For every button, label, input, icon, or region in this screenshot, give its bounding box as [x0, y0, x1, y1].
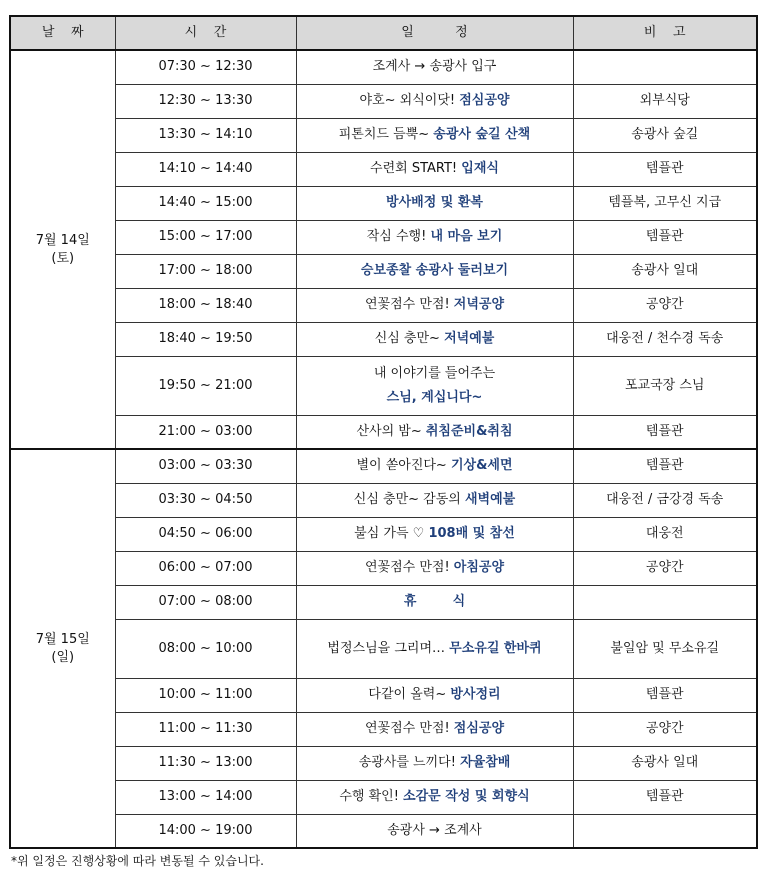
plan-text: 피톤치드 듬뿍~ [338, 127, 434, 142]
note-cell: 공양간 [573, 288, 757, 322]
plan-text: 송광사를 느끼다! [358, 755, 461, 770]
time-cell: 06:00 ~ 07:00 [115, 551, 296, 585]
date-label: 7월 15일 [35, 631, 90, 647]
plan-highlight: 점심공양 [459, 93, 510, 108]
time-cell: 13:00 ~ 14:00 [115, 780, 296, 814]
plan-highlight: 스님, 계십니다~ [386, 389, 483, 405]
table-row [10, 50, 757, 84]
plan-cell [296, 678, 573, 712]
plan-cell [296, 118, 573, 152]
time-cell: 03:30 ~ 04:50 [115, 483, 296, 517]
plan-text: 신심 충만~ 감동의 [353, 492, 465, 507]
plan-cell [296, 152, 573, 186]
plan-highlight: 내 마음 보기 [430, 229, 503, 244]
plan-highlight: 아침공양 [453, 560, 505, 575]
time-cell: 13:30 ~ 14:10 [115, 118, 296, 152]
note-cell [573, 585, 757, 619]
table-row [10, 254, 757, 288]
plan-cell [296, 220, 573, 254]
plan-cell [296, 186, 573, 220]
plan-text: 야호~ 외식이닷! [359, 93, 460, 108]
time-cell: 18:00 ~ 18:40 [115, 288, 296, 322]
note-cell: 템플관 [573, 780, 757, 814]
table-row [10, 483, 757, 517]
date-label: 7월 14일 [35, 232, 90, 248]
note-cell [573, 50, 757, 84]
note-cell: 템플관 [573, 220, 757, 254]
table-row [10, 814, 757, 848]
table-row [10, 780, 757, 814]
plan-cell [296, 746, 573, 780]
table-row [10, 712, 757, 746]
note-cell: 템플관 [573, 415, 757, 449]
plan-highlight: 송광사 숲길 산책 [433, 127, 531, 142]
table-row [10, 186, 757, 220]
plan-cell [296, 288, 573, 322]
plan-cell [296, 712, 573, 746]
plan-text: 별이 쏟아진다~ [356, 458, 451, 474]
plan-cell [296, 619, 573, 678]
plan-text: 연꽃점수 만점! [364, 721, 454, 736]
plan-cell [296, 84, 573, 118]
note-cell [573, 814, 757, 848]
footnote: *위 일정은 진행상황에 따라 변동될 수 있습니다. [11, 854, 264, 868]
time-cell: 08:00 ~ 10:00 [115, 619, 296, 678]
time-cell: 07:30 ~ 12:30 [115, 50, 296, 84]
plan-cell [296, 50, 573, 84]
plan-cell [296, 517, 573, 551]
plan-highlight: 휴 식 [403, 594, 466, 609]
table-row [10, 449, 757, 483]
time-cell: 03:00 ~ 03:30 [115, 449, 296, 483]
table-row [10, 356, 757, 415]
plan-text: 신심 충만~ [374, 331, 445, 346]
header-row [10, 16, 757, 50]
plan-cell [296, 254, 573, 288]
time-cell: 07:00 ~ 08:00 [115, 585, 296, 619]
plan-highlight: 108배 및 참선 [428, 526, 515, 541]
table-row [10, 551, 757, 585]
table-row [10, 152, 757, 186]
plan-highlight: 방사정리 [450, 687, 501, 702]
note-cell: 송광사 일대 [573, 746, 757, 780]
note-cell: 송광사 숲길 [573, 118, 757, 152]
time-cell: 12:30 ~ 13:30 [115, 84, 296, 118]
time-cell: 14:10 ~ 14:40 [115, 152, 296, 186]
plan-cell [296, 551, 573, 585]
header-note: 비 고 [573, 16, 757, 50]
plan-text: 조계사 → 송광사 입구 [372, 59, 497, 75]
table-row [10, 322, 757, 356]
note-cell: 대웅전 / 금강경 독송 [573, 483, 757, 517]
table-row [10, 585, 757, 619]
date-cell [10, 449, 115, 848]
weekday-label: (일) [51, 649, 75, 665]
plan-text: 불심 가득 ♡ [354, 526, 429, 541]
time-cell: 18:40 ~ 19:50 [115, 322, 296, 356]
plan-highlight: 기상&세면 [450, 458, 513, 474]
header-time: 시 간 [115, 16, 296, 50]
table-row [10, 118, 757, 152]
plan-text: 산사의 밤~ [356, 423, 426, 439]
plan-highlight: 저녁예불 [444, 331, 495, 346]
note-cell: 불일암 및 무소유길 [573, 619, 757, 678]
plan-cell [296, 585, 573, 619]
plan-highlight: 승보종찰 송광사 둘러보기 [360, 263, 509, 278]
table-row [10, 415, 757, 449]
time-cell: 14:00 ~ 19:00 [115, 814, 296, 848]
table-row [10, 288, 757, 322]
plan-highlight: 점심공양 [453, 721, 505, 736]
time-cell: 14:40 ~ 15:00 [115, 186, 296, 220]
note-cell: 대웅전 / 천수경 독송 [573, 322, 757, 356]
table-row [10, 84, 757, 118]
plan-cell [296, 356, 573, 415]
note-cell: 공양간 [573, 712, 757, 746]
time-cell: 11:30 ~ 13:00 [115, 746, 296, 780]
time-cell: 19:50 ~ 21:00 [115, 356, 296, 415]
note-cell: 템플관 [573, 678, 757, 712]
plan-highlight: 무소유길 한바퀴 [449, 640, 542, 656]
header-plan: 일 정 [296, 16, 573, 50]
time-cell: 15:00 ~ 17:00 [115, 220, 296, 254]
table-row [10, 220, 757, 254]
note-cell: 템플관 [573, 152, 757, 186]
plan-highlight: 자율참배 [460, 755, 511, 770]
schedule-body [10, 50, 757, 848]
plan-text: 연꽃점수 만점! [364, 560, 454, 575]
note-cell: 템플관 [573, 449, 757, 483]
time-cell: 11:00 ~ 11:30 [115, 712, 296, 746]
plan-cell [296, 483, 573, 517]
plan-text: 다같이 올력~ [368, 687, 451, 702]
note-cell: 템플복, 고무신 지급 [573, 186, 757, 220]
note-cell: 공양간 [573, 551, 757, 585]
plan-cell [296, 780, 573, 814]
plan-text: 내 이야기를 들어주는 [373, 365, 496, 381]
table-row [10, 746, 757, 780]
schedule-table [9, 15, 758, 849]
plan-text: 연꽃점수 만점! [364, 297, 454, 312]
note-cell: 외부식당 [573, 84, 757, 118]
plan-text: 수련회 START! [370, 161, 462, 176]
header-date: 날 짜 [10, 16, 115, 50]
time-cell: 17:00 ~ 18:00 [115, 254, 296, 288]
table-row [10, 619, 757, 678]
plan-highlight: 새벽예불 [464, 492, 516, 507]
note-cell: 송광사 일대 [573, 254, 757, 288]
plan-highlight: 입재식 [461, 161, 499, 176]
plan-highlight: 저녁공양 [453, 297, 505, 312]
weekday-label: (토) [51, 250, 75, 266]
plan-text: 작심 수행! [366, 229, 431, 244]
plan-text: 수행 확인! [339, 789, 404, 804]
plan-cell [296, 415, 573, 449]
time-cell: 04:50 ~ 06:00 [115, 517, 296, 551]
plan-text: 송광사 → 조계사 [387, 822, 482, 838]
time-cell: 10:00 ~ 11:00 [115, 678, 296, 712]
plan-cell [296, 449, 573, 483]
time-cell: 21:00 ~ 03:00 [115, 415, 296, 449]
date-cell [10, 50, 115, 449]
plan-highlight: 소감문 작성 및 회향식 [403, 789, 530, 804]
plan-highlight: 취침준비&취침 [425, 423, 513, 439]
plan-cell [296, 814, 573, 848]
plan-highlight: 방사배정 및 환복 [386, 195, 483, 210]
note-cell: 포교국장 스님 [573, 356, 757, 415]
plan-text: 법정스님을 그리며… [327, 640, 450, 656]
note-cell: 대웅전 [573, 517, 757, 551]
plan-cell [296, 322, 573, 356]
table-row [10, 678, 757, 712]
table-row [10, 517, 757, 551]
